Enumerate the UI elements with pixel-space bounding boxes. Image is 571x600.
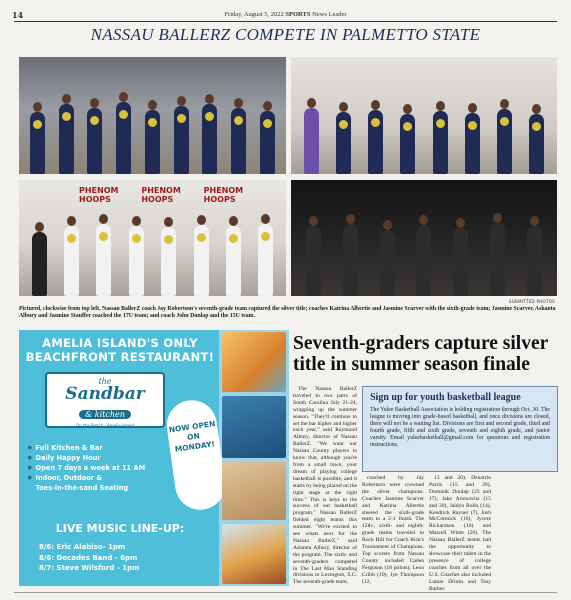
feature-label: Open 7 days a week at 11 AM (35, 464, 146, 472)
photo-caption: Pictured, clockwise from top left, Nassau BallerZ coach Jay Robertson's seventh-grade team captured the silver title; coaches Katrina Albertie and Jasmine Scarver with the sixth-grade team; Jasmine Scarver, Ashanta Albury and Jasmine Stauffer coached the 17U team; and coach John Dunlap and the 15U team. (19, 306, 556, 320)
coach (32, 232, 47, 296)
player (527, 226, 542, 296)
starfish-icon: ✸ (27, 474, 33, 482)
player (260, 111, 275, 174)
article-column-1 (293, 386, 357, 586)
player (116, 102, 131, 174)
logo-name: Sandbar (65, 384, 145, 404)
page-number: 14 (12, 10, 24, 20)
starfish-icon: ✸ (27, 444, 33, 452)
photo-seventh-grade-team (19, 57, 286, 174)
sandbar-logo (45, 372, 165, 428)
bar-staff-photo (222, 396, 286, 458)
coach (306, 226, 321, 296)
player (380, 230, 395, 296)
feature-label: Indoor, Outdoor & (35, 474, 103, 482)
header-rule (14, 21, 557, 22)
registration-sidebar (362, 386, 558, 472)
sidebar-text: The Yulee Basketball Association is holding registration through Oct. 30. The league is moving into grade-based basketball, and once divisions are closed, there will not be a waiting list. Divisions are first and second grade, third and fourth grade, fifth and sixth grade, seventh and eighth grade, and junior varsity. Email yuleebasketball@gmail.com for questions and registration instructions. (370, 407, 550, 448)
article-headline: Seventh-graders capture silver title in summer season finale (293, 333, 548, 375)
player (231, 108, 246, 174)
player (343, 224, 358, 296)
lineup-item: 8/6: Decades Band - 6pm (39, 553, 138, 562)
music-lineup (39, 542, 219, 574)
article-column-2 (362, 475, 424, 586)
drink-photo (222, 462, 286, 520)
photo-sixth-grade-team (291, 57, 557, 174)
player (465, 113, 480, 174)
player (433, 111, 448, 174)
photo-17u-team (19, 180, 286, 296)
player (202, 104, 217, 174)
sandbar-advertisement (19, 330, 289, 586)
player (30, 112, 45, 174)
player (258, 224, 273, 296)
logo-the: the (98, 377, 112, 386)
paper-name: News Leader (310, 11, 347, 18)
page-headline: NASSAU BALLERZ COMPETE IN PALMETTO STATE (90, 25, 481, 44)
starfish-icon: ✸ (27, 454, 33, 462)
sandwich-photo (222, 524, 286, 584)
feature-list (27, 443, 187, 493)
starfish-icon: ✸ (27, 464, 33, 472)
lineup-item: 8/7: Steve Wilsford - 1pm (39, 564, 140, 572)
article-text: coached by Jay Robertson were crowned the silver champions. Coaches Jasmine Scarver and Katrina Albertie steered the sixth-grade team to a 2-1 finish. The 12th-, sixth- and eighth-grade teams traveled to Rock Hill for Coach Rick's Tournament of Champions. Top scorers from Nassau County included Caden Ferguson (18 points), Leon Cribb (10), Jye Thompson (12, (362, 475, 424, 585)
feature-label: Toes-in-the-sand Seating (35, 484, 129, 492)
feature-item (27, 443, 187, 453)
article-text: The Nassau BallerZ traveled to two parts of South Carolina July 21-24, wrapping up the summer season. "They'll continue to set the bar higher and higher each year," said Raymond Albury, director of Nassau BallerZ. "We want our Nassau County players to know that, although you're from a small town, your dream of playing college basketball is possible, and it starts by being placed on the right stage at the right time." This is keys to the success of our basketball program." Nassau BallerZ fielded eight teams this summer. "We're excited to see whats next for the Nassau BallerZ," said Ashanta Albury, director of the program. The sixth- and seventh-graders competed in The Last Man Standing divisions in Lexington, S.C. The seventh-grade team, (293, 386, 357, 586)
player (400, 114, 415, 174)
date-line (8, 11, 563, 18)
lineup-item: 8/6: Eric Alabiso- 1pm (39, 543, 126, 551)
sidebar-title: Sign up for youth basketball league (370, 392, 521, 403)
phenom-banner (79, 186, 266, 204)
banner-text: PHENOM HOOPS (141, 186, 181, 204)
team-players (19, 86, 286, 174)
player (96, 224, 111, 296)
team-players (19, 209, 286, 296)
article-column-3 (429, 475, 491, 592)
coach (304, 108, 319, 174)
feature-label: Full Kitchen & Bar (35, 444, 103, 452)
player (174, 106, 189, 174)
photo-15u-team (291, 180, 557, 296)
logo-kitchen: & kitchen (79, 410, 131, 419)
player (64, 226, 79, 296)
section-name: SPORTS (285, 11, 311, 18)
logo-tagline: On the Beach · Amelia Island (76, 423, 134, 428)
player (416, 225, 431, 296)
team-players (291, 209, 557, 296)
board-text: NOW OPEN ON MONDAY! (168, 419, 216, 454)
player (129, 226, 144, 296)
feature-item (27, 453, 187, 463)
player (194, 225, 209, 296)
banner-text: PHENOM HOOPS (79, 186, 119, 204)
feature-item (27, 473, 187, 483)
team-players (291, 86, 557, 174)
bottom-rule (14, 592, 557, 593)
player (161, 227, 176, 296)
player (368, 110, 383, 174)
player (87, 108, 102, 174)
date-text: Friday, August 5, 2022 (224, 11, 286, 18)
player (226, 226, 241, 296)
article-text: 13 and 20), Denarrin Parris (15 and 20), Dominik Dunlap (23 and 17), Jake Aronowitz (15 and 30), Jaidyn Rollo (14), Kendrick Rayner (7), Josh McCormick (16), Jycere Richardson (10) and Marcell White (20). The Nassau BallerZ teams had the opportunity to showcase their talent in the presence of college coaches from all over the U.S. Coaches also included Lamar Drinks and Troy Barber. (429, 475, 491, 592)
player (529, 114, 544, 174)
feature-item (27, 483, 187, 493)
ad-headline: AMELIA ISLAND'S ONLY BEACHFRONT RESTAURANT! (25, 336, 215, 364)
player (490, 223, 505, 296)
player (497, 109, 512, 174)
feature-item (27, 463, 187, 473)
live-music-title: LIVE MUSIC LINE-UP: (55, 522, 185, 535)
folio (8, 8, 563, 22)
cocktail-photo (222, 332, 286, 392)
player (59, 104, 74, 174)
banner-text: PHENOM HOOPS (203, 186, 244, 204)
player (145, 110, 160, 174)
player (453, 228, 468, 296)
feature-label: Daily Happy Hour (35, 454, 101, 462)
photo-credit: SUBMITTED PHOTOS (508, 299, 555, 304)
player (336, 112, 351, 174)
